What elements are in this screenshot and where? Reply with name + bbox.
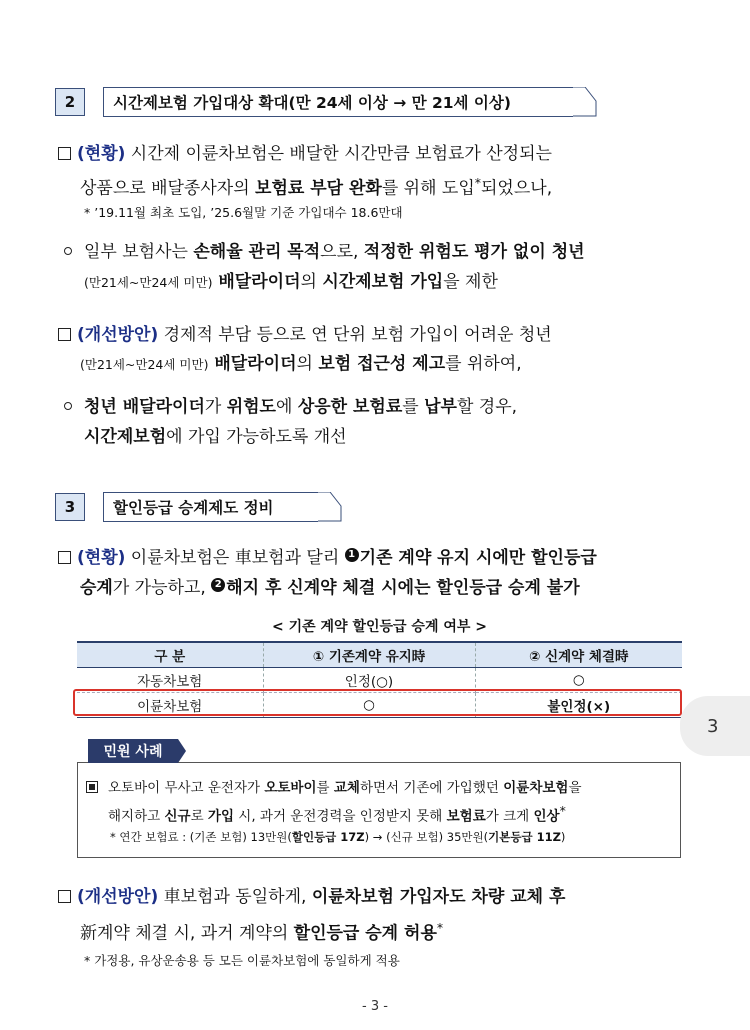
case-note bbox=[110, 828, 565, 846]
text: 를 위하여, bbox=[445, 354, 522, 374]
text: ) → (신규 보험) 35만원( bbox=[364, 830, 489, 844]
tag-status: (현황) bbox=[77, 548, 126, 568]
footnote: * ’19.11월 최초 도입, ’25.6월말 기준 가입대수 18.6만대 bbox=[84, 205, 403, 220]
table-cell: ○ bbox=[475, 668, 682, 693]
bullet-item-line2 bbox=[84, 425, 347, 449]
text: ) bbox=[560, 830, 566, 844]
checkbox-icon bbox=[58, 328, 71, 341]
text: 보험료 bbox=[446, 808, 486, 825]
bullet-item bbox=[64, 240, 585, 264]
table-cell: ○ bbox=[263, 693, 475, 718]
section-title bbox=[103, 87, 573, 117]
footnote-mark: * bbox=[474, 175, 481, 190]
text: 할인등급 승계 허용 bbox=[293, 923, 437, 944]
section-number: 2 bbox=[55, 88, 85, 116]
text: 에 가입 가능하도록 개선 bbox=[166, 427, 347, 447]
table-header-cell: 구 분 bbox=[77, 642, 263, 668]
text: * 연간 보험료 : (기존 보험) 13만원( bbox=[110, 830, 292, 844]
bullet-icon bbox=[64, 402, 72, 410]
footnote-mark: * bbox=[436, 920, 444, 935]
footnote-mark: * bbox=[559, 803, 566, 818]
text: 손해율 관리 목적 bbox=[193, 242, 321, 262]
text: 을 bbox=[568, 780, 582, 796]
text: 新계약 체결 시, 과거 계약의 bbox=[80, 923, 294, 944]
number-badge: 2 bbox=[211, 578, 225, 592]
case-line bbox=[86, 778, 582, 798]
checkbox-filled-icon bbox=[86, 781, 98, 793]
text: 의 bbox=[296, 354, 319, 374]
tag-improvement: (개선방안) bbox=[77, 325, 159, 345]
text: 배달라이더 bbox=[208, 354, 297, 374]
tag-improvement: (개선방안) bbox=[77, 887, 159, 907]
table-header-row bbox=[77, 642, 682, 668]
text: 경제적 부담 등으로 연 단위 보험 가입이 어려운 청년 bbox=[158, 325, 552, 345]
text: 이륜차보험 가입자도 차량 교체 후 bbox=[311, 887, 566, 907]
text: 시간제보험 가입 bbox=[322, 272, 444, 292]
label-tail-icon bbox=[178, 739, 186, 763]
text: 기본등급 11Z bbox=[488, 830, 561, 844]
case-label: 민원 사례 bbox=[88, 739, 178, 763]
case-line2 bbox=[108, 801, 566, 827]
paragraph-status-line2 bbox=[80, 576, 580, 600]
page-footer: - 3 - bbox=[362, 999, 388, 1014]
text: 오토바이 무사고 운전자가 bbox=[108, 780, 265, 796]
folded-corner-icon bbox=[573, 87, 597, 117]
text: 해지 후 신계약 체결 시에는 할인등급 승계 불가 bbox=[226, 578, 580, 598]
text: 청년 배달라이더 bbox=[84, 397, 205, 417]
section-title-text: 할인등급 승계제도 정비 bbox=[113, 499, 274, 517]
text: 를 bbox=[316, 780, 334, 796]
checkbox-icon bbox=[58, 551, 71, 564]
folded-corner-icon bbox=[318, 492, 342, 522]
text: 보험 접근성 제고 bbox=[318, 354, 446, 374]
paragraph-improvement-line2 bbox=[80, 352, 522, 377]
text: 가 bbox=[204, 397, 227, 417]
text: 신규 bbox=[164, 808, 191, 825]
table-cell: 이륜차보험 bbox=[77, 693, 263, 718]
text: 에 bbox=[275, 397, 298, 417]
text: 인상 bbox=[533, 808, 560, 825]
text: 의 bbox=[300, 272, 323, 292]
text: 車보험과 동일하게, bbox=[158, 887, 312, 907]
text: 적정한 위험도 평가 없이 청년 bbox=[363, 242, 585, 262]
text: 해지하고 bbox=[108, 808, 165, 825]
bullet-item bbox=[64, 395, 517, 419]
text: 이륜차보험 bbox=[503, 780, 569, 796]
text: (만21세~만24세 미만) bbox=[80, 357, 209, 372]
paragraph-status-line2 bbox=[80, 171, 552, 201]
text: (만21세~만24세 미만) bbox=[84, 275, 213, 290]
text: 가 가능하고, bbox=[112, 578, 212, 598]
table-cell: 자동차보험 bbox=[77, 668, 263, 693]
highlight-box bbox=[73, 689, 682, 716]
text: 으로, bbox=[320, 242, 364, 262]
text: 납부 bbox=[424, 397, 457, 417]
text: 를 위해 도입 bbox=[381, 178, 475, 199]
text: 상응한 보험료 bbox=[297, 397, 403, 417]
table-header-cell: ② 신계약 체결時 bbox=[475, 642, 682, 668]
text: 배달라이더 bbox=[212, 272, 301, 292]
text: 가입 bbox=[207, 808, 234, 825]
text: 시간제보험 bbox=[84, 427, 167, 447]
text: 상품으로 배달종사자의 bbox=[80, 178, 256, 199]
paragraph-improvement bbox=[58, 885, 565, 909]
text: 가 크게 bbox=[485, 808, 534, 825]
text: 할 경우, bbox=[456, 397, 518, 417]
section-title-text: 시간제보험 가입대상 확대(만 24세 이상 → 만 21세 이상) bbox=[113, 94, 511, 112]
text: 을 제한 bbox=[443, 272, 498, 292]
text: 되었으나, bbox=[481, 178, 553, 199]
section-title bbox=[103, 492, 318, 522]
paragraph-status bbox=[58, 546, 597, 570]
text: 기존 계약 유지 시에만 할인등급 bbox=[359, 548, 597, 568]
paragraph-improvement bbox=[58, 323, 552, 347]
bullet-item-line2 bbox=[84, 270, 498, 295]
text: 할인등급 17Z bbox=[291, 830, 365, 844]
text: 오토바이 bbox=[264, 780, 317, 796]
text: 를 bbox=[402, 397, 425, 417]
section-number: 3 bbox=[55, 493, 85, 521]
table-cell: 인정(○) bbox=[263, 668, 475, 693]
bullet-icon bbox=[64, 247, 72, 255]
text: 교체 bbox=[333, 780, 360, 796]
text: 위험도 bbox=[226, 397, 276, 417]
text: 시, 과거 운전경력을 인정받지 못해 bbox=[234, 808, 447, 825]
text: 시간제 이륜차보험은 배달한 시간만큼 보험료가 산정되는 bbox=[125, 144, 552, 164]
text: 보험료 부담 완화 bbox=[255, 178, 382, 199]
checkbox-icon bbox=[58, 890, 71, 903]
paragraph-status bbox=[58, 142, 552, 166]
number-badge: 1 bbox=[345, 548, 359, 562]
text: 이륜차보험은 車보험과 달리 bbox=[125, 548, 345, 568]
table-header-cell: ① 기존계약 유지時 bbox=[263, 642, 475, 668]
checkbox-icon bbox=[58, 147, 71, 160]
paragraph-improvement-line2 bbox=[80, 916, 443, 946]
text: 하면서 기존에 가입했던 bbox=[359, 780, 504, 796]
table-caption: < 기존 계약 할인등급 승계 여부 > bbox=[272, 619, 487, 635]
tag-status: (현황) bbox=[77, 144, 126, 164]
footnote: * 가정용, 유상운송용 등 모든 이륜차보험에 동일하게 적용 bbox=[84, 953, 400, 968]
text: 일부 보험사는 bbox=[84, 242, 194, 262]
text: 승계 bbox=[80, 578, 113, 598]
table-cell: 불인정(×) bbox=[475, 693, 682, 718]
page-tab: 3 bbox=[680, 696, 750, 756]
text: 로 bbox=[190, 808, 208, 825]
